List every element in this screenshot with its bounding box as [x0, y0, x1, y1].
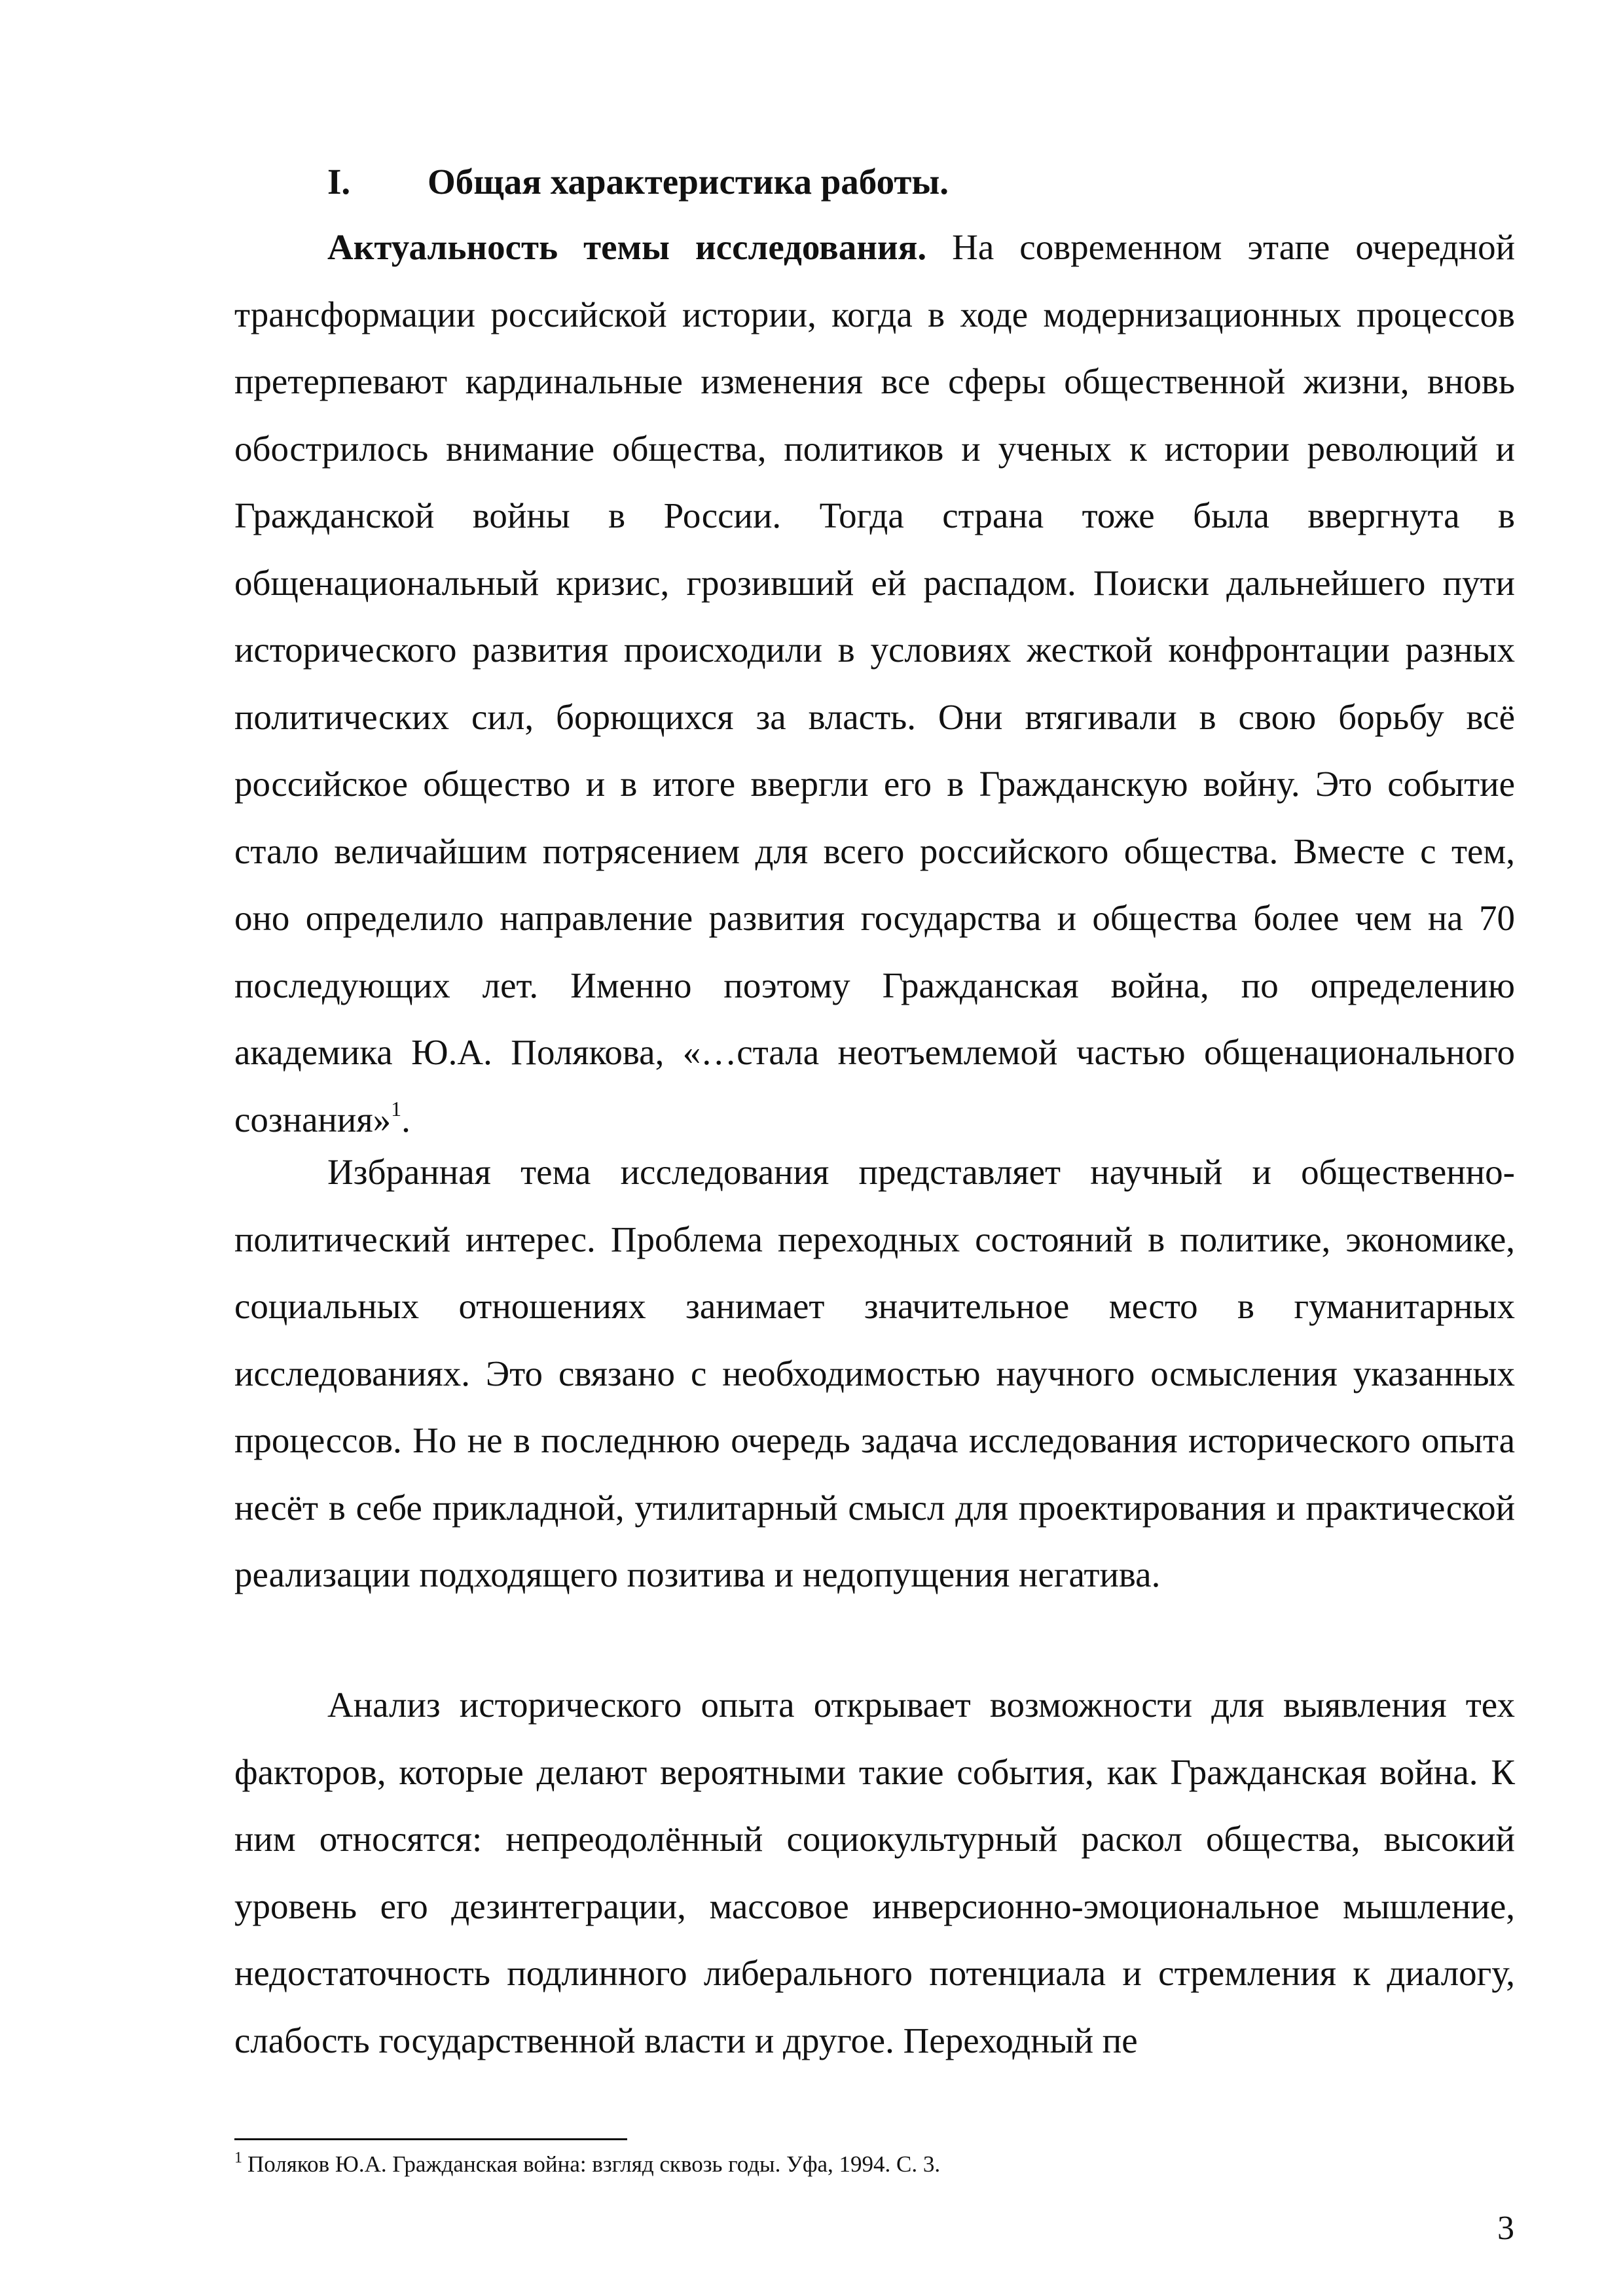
section-number: I. — [327, 162, 351, 202]
paragraph-interest — [234, 1139, 1515, 1609]
section-heading — [327, 149, 949, 215]
footnote — [234, 2148, 1515, 2181]
footnote-divider — [234, 2138, 627, 2140]
paragraph-lead: Актуальность темы исследования. — [327, 227, 927, 267]
footnote-text: Поляков Ю.А. Гражданская война: взгляд сквозь годы. Уфа, 1994. С. 3. — [247, 2151, 941, 2177]
page-number: 3 — [1497, 2210, 1514, 2247]
footnote-mark: 1 — [234, 2149, 242, 2166]
paragraph-text: Анализ исторического опыта открывает возможности для выявления тех факторов, которые делают вероятными такие события, как Гражданская война. К ним относятся: непреодолённый социокультурный раскол общества, высокий уровень его дезинтеграции, массовое инверсионно-эмоциональное мышление, недостаточность подлинного либерального потенциала и стремления к диалогу, слабость государственной власти и другое. Переходный пе — [234, 1685, 1515, 2060]
footnote-reference[interactable]: 1 — [391, 1096, 402, 1121]
paragraph-analysis — [234, 1672, 1515, 2074]
paragraph-relevance — [234, 214, 1515, 1153]
section-title: Общая характеристика работы. — [428, 162, 949, 202]
paragraph-tail: . — [401, 1099, 410, 1139]
paragraph-text: На современном этапе очередной трансформации российской истории, когда в ходе модернизационных процессов претерпевают кардинальные изменения все сферы общественной жизни, вновь обострилось внимание общества, политиков и ученых к истории революций и Гражданской войны в России. Тогда страна тоже была ввергнута в общенациональный кризис, грозивший ей распадом. Поиски дальнейшего пути исторического развития происходили в условиях жесткой конфронтации разных политических сил, борющихся за власть. Они втягивали в свою борьбу всё российское общество и в итоге ввергли его в Гражданскую войну. Это событие стало величайшим потрясением для всего российского общества. Вместе с тем, оно определило направление развития государства и общества более чем на 70 последующих лет. Именно поэтому Гражданская война, по определению академика Ю.А. Полякова, «…стала неотъемлемой частью общенационального сознания» — [234, 227, 1516, 1139]
paragraph-text: Избранная тема исследования представляет научный и общественно-политический интерес. Проблема переходных состояний в политике, экономике, социальных отношениях занимает значительное место в гуманитарных исследованиях. Это связано с необходимостью научного осмысления указанных процессов. Но не в последнюю очередь задача исследования исторического опыта несёт в себе прикладной, утилитарный смысл для проектирования и практической реализации подходящего позитива и недопущения негатива. — [234, 1152, 1515, 1594]
